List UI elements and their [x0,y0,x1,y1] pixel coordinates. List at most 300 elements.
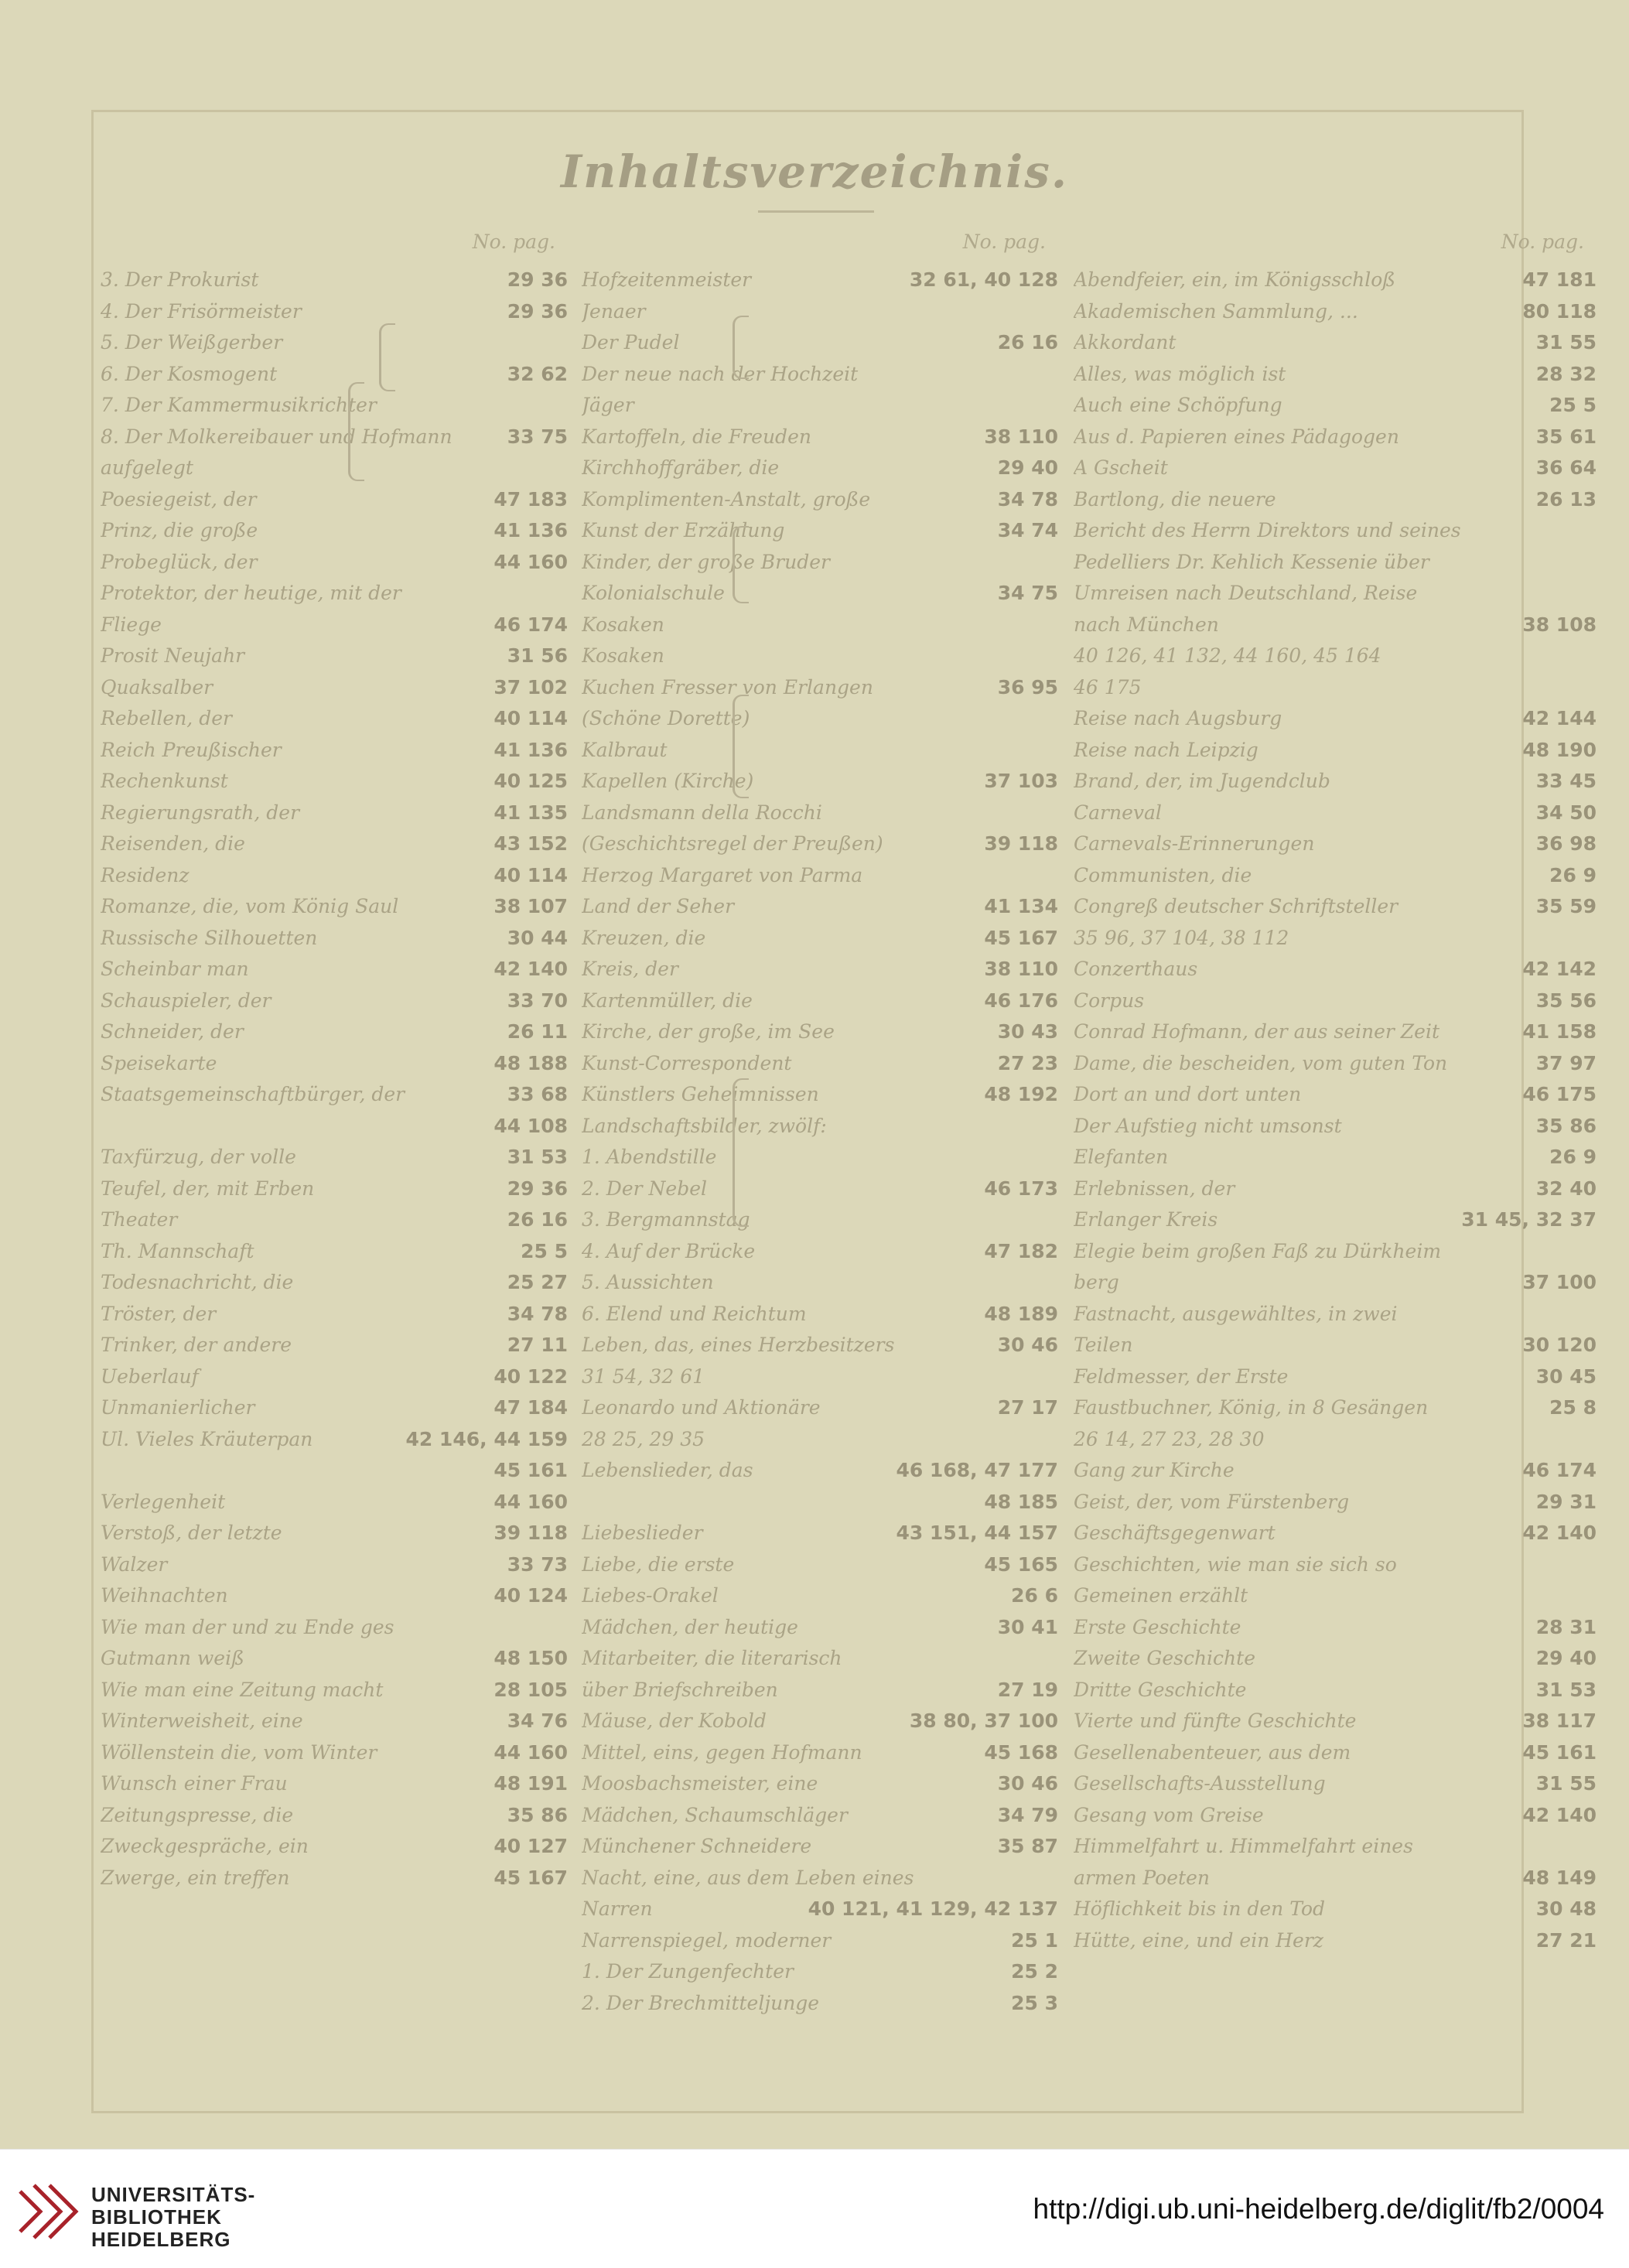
index-entry [101,359,579,390]
index-entry [1074,1455,1607,1486]
entry-label: Nacht, eine, aus dem Leben eines [582,1866,914,1889]
entry-page-number: 31 55 [1535,1772,1597,1795]
index-entry [582,1016,1069,1047]
entry-page-number: 25 1 [1011,1928,1058,1952]
entry-page-number: 34 50 [1535,801,1597,824]
entry-label: 31 54, 32 61 [582,1365,705,1388]
index-entry [101,1706,579,1737]
entry-page-number: 30 46 [997,1772,1058,1795]
brace [379,323,395,391]
entry-label: Carnevals-Erinnerungen [1074,832,1315,855]
entry-label: 5. Aussichten [582,1271,714,1293]
entry-page-number: 43 152 [493,832,568,855]
index-entry [101,766,579,797]
index-entry [1074,1330,1607,1361]
entry-label: 2. Der Brechmitteljunge [582,1991,820,2014]
entry-label: Wöllenstein die, vom Winter [101,1740,377,1764]
entry-page-number: 46 168, 47 177 [896,1459,1058,1481]
entry-label: Romanze, die, vom König Saul [101,895,399,917]
brace [348,382,364,481]
entry-page-number: 29 36 [507,299,568,323]
index-entry [1074,1204,1607,1235]
entry-page-number: 34 78 [997,487,1058,511]
index-entry [582,1737,1069,1768]
entry-label: Leben, das, eines Herzbesitzers [582,1334,895,1356]
entry-page-number: 42 140 [493,958,568,980]
entry-label: Scheinbar man [101,958,249,980]
entry-page-number: 36 64 [1535,456,1597,479]
viewer-footer [0,2149,1629,2268]
entry-label: Bartlong, die neuere [1074,487,1276,511]
entry-label: Rechenkunst [101,770,228,792]
entry-page-number: 38 107 [493,895,568,917]
index-entry [582,484,1069,515]
entry-label: Fastnacht, ausgewähltes, in zwei [1074,1302,1398,1325]
entry-label: Schauspieler, der [101,989,272,1012]
index-entry [582,453,1069,483]
index-entry [1074,1675,1607,1706]
index-entry [582,766,1069,797]
entry-page-number: 42 140 [1522,1803,1597,1826]
index-entry [1074,860,1607,891]
entry-label: Pedelliers Dr. Kehlich Kessenie über [1074,550,1429,573]
index-entry [582,1330,1069,1361]
index-entry [1074,547,1607,578]
index-entry [582,578,1069,609]
index-entry [101,1424,579,1455]
index-entry [101,1392,579,1423]
entry-label: Winterweisheit, eine [101,1710,303,1732]
index-entry [101,891,579,922]
entry-page-number: 29 40 [1535,1647,1597,1669]
brace [733,526,749,603]
entry-page-number: 46 173 [984,1177,1058,1200]
entry-page-number: 47 181 [1522,268,1597,291]
entry-page-number: 48 185 [984,1490,1058,1513]
entry-label: Kreis, der [582,958,678,980]
index-entry [582,1549,1069,1580]
entry-page-number: 33 68 [507,1083,568,1105]
entry-page-number: 44 160 [493,1490,568,1513]
index-entry [1074,1580,1607,1611]
entry-label: Quaksalber [101,675,213,699]
index-entry [101,1267,579,1298]
index-entry [1074,1737,1607,1768]
index-entry [101,1518,579,1549]
entry-label: Prinz, die große [101,519,258,541]
index-entry [101,860,579,891]
entry-page-number: 40 127 [493,1835,568,1857]
index-entry [1074,1299,1607,1330]
entry-page-number: 48 192 [984,1083,1058,1105]
entry-label: Kunst der Erzählung [582,519,785,541]
entry-page-number: 31 45, 32 37 [1461,1208,1597,1231]
entry-label: Todesnachricht, die [101,1271,294,1293]
index-entry [101,453,579,483]
index-entry [101,1580,579,1611]
entry-label: 8. Der Molkereibauer und Hofmann [101,425,452,448]
entry-page-number: 26 13 [1535,487,1597,511]
entry-label: 1. Der Zungenfechter [582,1960,794,1983]
index-entry [101,390,579,421]
entry-page-number: 35 86 [1535,1114,1597,1137]
index-entry [1074,1173,1607,1204]
index-entry [1074,1142,1607,1173]
index-entry [1074,1424,1607,1455]
entry-label: Probeglück, der [101,550,258,573]
entry-page-number: 42 144 [1522,707,1597,729]
entry-label: Reise nach Augsburg [1074,707,1282,729]
entry-label: Dort an und dort unten [1074,1083,1302,1105]
entry-page-number: 26 16 [507,1208,568,1231]
index-entry [582,1612,1069,1643]
entry-page-number: 27 21 [1535,1928,1597,1952]
entry-label: Teilen [1074,1334,1133,1356]
entry-label: Protektor, der heutige, mit der [101,582,401,604]
entry-page-number: 46 174 [493,613,568,636]
entry-page-number: 29 36 [507,1177,568,1200]
index-entry [582,1236,1069,1267]
index-entry [1074,484,1607,515]
entry-page-number: 27 11 [507,1334,568,1356]
entry-label: Kartoffeln, die Freuden [582,425,811,448]
entry-label: Rebellen, der [101,707,232,729]
entry-label: Kosaken [582,613,664,636]
entry-label: Abendfeier, ein, im Königsschloß [1074,268,1395,291]
index-entry [101,1549,579,1580]
entry-page-number: 37 103 [984,770,1058,792]
entry-page-number: 29 40 [997,456,1058,479]
entry-label: Poesiegeist, der [101,487,257,511]
entry-label: Der Aufstieg nicht umsonst [1074,1114,1342,1137]
entry-label: 1. Abendstille [582,1146,717,1168]
index-entry [582,1643,1069,1674]
entry-page-number: 40 114 [493,707,568,729]
entry-page-number: 38 110 [984,425,1058,448]
entry-page-number: 33 75 [507,425,568,448]
brace [733,695,749,798]
index-entry [1074,1768,1607,1799]
entry-label: Geschäftsgegenwart [1074,1522,1276,1544]
index-entry [582,1361,1069,1392]
document-url[interactable]: http://digi.ub.uni-heidelberg.de/diglit/fb2/0004 [1033,2193,1604,2225]
entry-label: Aus d. Papieren eines Pädagogen [1074,425,1399,448]
index-entry [1074,1894,1607,1925]
entry-label: Wie man eine Zeitung macht [101,1678,384,1701]
index-entry [582,1111,1069,1142]
entry-page-number: 34 74 [997,519,1058,541]
entry-label: Jäger [582,394,634,416]
index-entry [101,1863,579,1894]
index-entry [1074,735,1607,766]
entry-label: Congreß deutscher Schriftsteller [1074,895,1398,917]
entry-label: Kalbraut [582,738,668,761]
entry-label: Trinker, der andere [101,1334,292,1356]
entry-page-number: 45 168 [984,1740,1058,1764]
entry-page-number: 42 140 [1522,1522,1597,1544]
entry-page-number: 40 124 [493,1584,568,1607]
entry-label: 26 14, 27 23, 28 30 [1074,1427,1265,1450]
entry-label: Elegie beim großen Faß zu Dürkheim [1074,1239,1442,1262]
entry-label: Zeitungspresse, die [101,1803,294,1826]
library-line-1: UNIVERSITÄTS- [91,2183,256,2206]
index-entry [101,1173,579,1204]
index-entry [582,1267,1069,1298]
entry-label: Mäuse, der Kobold [582,1710,767,1732]
entry-page-number: 30 120 [1522,1334,1597,1356]
entry-page-number: 41 136 [493,519,568,541]
entry-label: Zwerge, ein treffen [101,1866,290,1889]
index-entry [101,547,579,578]
entry-page-number: 45 161 [493,1459,568,1481]
entry-label: Conrad Hofmann, der aus seiner Zeit [1074,1020,1439,1043]
entry-label: Dritte Geschichte [1074,1678,1247,1701]
entry-page-number: 31 56 [507,644,568,667]
entry-page-number: 46 175 [1522,1083,1597,1105]
entry-label: Russische Silhouetten [101,926,318,949]
entry-page-number: 47 182 [984,1239,1058,1262]
index-entry [101,1016,579,1047]
index-entry [101,640,579,671]
index-entry [1074,296,1607,327]
index-entry [1074,1487,1607,1518]
entry-page-number: 32 61, 40 128 [909,268,1058,291]
library-line-3: HEIDELBERG [91,2228,231,2251]
index-entry [1074,578,1607,609]
entry-label: Prosit Neujahr [101,644,245,667]
index-entry [582,828,1069,859]
entry-label: Walzer [101,1552,168,1576]
index-entry [582,265,1069,295]
entry-label: 3. Der Prokurist [101,268,259,291]
index-entry [582,547,1069,578]
entry-page-number: 40 114 [493,863,568,886]
entry-label: Bericht des Herrn Direktors und seines [1074,519,1461,541]
index-entry [1074,1706,1607,1737]
entry-label: 40 126, 41 132, 44 160, 45 164 [1074,644,1381,667]
university-library-logo-icon [17,2181,80,2244]
index-entry [582,1956,1069,1987]
entry-label: Brand, der, im Jugendclub [1074,770,1330,792]
entry-page-number: 31 55 [1535,331,1597,354]
index-entry [582,923,1069,954]
entry-page-number: 35 56 [1535,989,1597,1012]
index-entry [101,610,579,640]
entry-label: 28 25, 29 35 [582,1427,705,1450]
index-entry [582,1863,1069,1894]
entry-label: Erlanger Kreis [1074,1208,1218,1231]
index-entry [1074,327,1607,358]
entry-label: Kirchhoffgräber, die [582,456,780,479]
index-entry [101,1142,579,1173]
index-entry [101,265,579,295]
entry-label: Dame, die bescheiden, vom guten Ton [1074,1051,1448,1074]
index-entry [582,1299,1069,1330]
entry-page-number: 45 165 [984,1552,1058,1576]
entry-page-number: 28 32 [1535,362,1597,385]
index-entry [101,703,579,734]
entry-page-number: 33 45 [1535,770,1597,792]
index-entry [1074,672,1607,703]
entry-page-number: 33 70 [507,989,568,1012]
entry-label: Mädchen, Schaumschläger [582,1803,848,1826]
entry-label: Akademischen Sammlung, ... [1074,299,1358,323]
entry-label: Verstoß, der letzte [101,1522,282,1544]
entry-label: Kreuzen, die [582,926,706,949]
entry-page-number: 41 136 [493,738,568,761]
entry-page-number: 27 23 [997,1051,1058,1074]
index-entry [1074,891,1607,922]
entry-label: Erlebnissen, der [1074,1177,1235,1200]
index-entry [582,515,1069,546]
entry-page-number: 40 125 [493,770,568,792]
entry-label: Höflichkeit bis in den Tod [1074,1897,1326,1920]
entry-label: Conzerthaus [1074,958,1198,980]
entry-page-number: 40 122 [493,1365,568,1388]
entry-label: 3. Bergmannstag [582,1208,750,1231]
entry-page-number: 48 190 [1522,738,1597,761]
entry-page-number: 39 118 [493,1522,568,1544]
entry-page-number: 27 19 [997,1678,1058,1701]
entry-page-number: 46 174 [1522,1459,1597,1481]
index-entry [1074,1361,1607,1392]
index-column-middle [582,231,1069,2017]
entry-label: Liebes-Orakel [582,1584,719,1607]
entry-page-number: 43 151, 44 157 [896,1522,1058,1544]
entry-label: Komplimenten-Anstalt, große [582,487,871,511]
index-entry [582,1079,1069,1110]
entry-page-number: 26 11 [507,1020,568,1043]
index-entry [101,578,579,609]
entry-page-number: 35 59 [1535,895,1597,917]
index-entry [101,1455,579,1486]
entry-label: Leonardo und Aktionäre [582,1396,821,1419]
library-name [91,2184,255,2251]
entry-label: (Schöne Dorette) [582,707,750,729]
index-entry [101,1079,579,1110]
index-entry [582,1580,1069,1611]
entry-page-number: 37 102 [493,675,568,699]
entry-label: 4. Auf der Brücke [582,1239,756,1262]
entry-page-number: 45 167 [984,926,1058,949]
entry-page-number: 38 80, 37 100 [909,1710,1058,1732]
entry-label: Elefanten [1074,1146,1169,1168]
entry-label: 6. Der Kosmogent [101,362,278,385]
entry-label: Narrenspiegel, moderner [582,1928,832,1952]
entry-label: berg [1074,1271,1119,1293]
entry-label: Land der Seher [582,895,735,917]
index-entry [582,640,1069,671]
index-entry [582,1518,1069,1549]
entry-label: 46 175 [1074,675,1142,699]
index-entry [1074,703,1607,734]
entry-page-number: 25 8 [1549,1396,1597,1419]
entry-label: Kartenmüller, die [582,989,753,1012]
entry-label: Wunsch einer Frau [101,1772,288,1795]
entry-page-number: 28 31 [1535,1615,1597,1638]
index-entry [582,1925,1069,1956]
entry-page-number: 25 2 [1011,1960,1058,1983]
entry-page-number: 44 108 [493,1114,568,1137]
index-entry [582,798,1069,828]
entry-page-number: 30 45 [1535,1365,1597,1388]
index-entry [101,1643,579,1674]
entry-page-number: 80 118 [1522,299,1597,323]
entry-label: Reise nach Leipzig [1074,738,1258,761]
index-column-right [1074,231,1607,2017]
index-entry [582,1048,1069,1079]
entry-page-number: 33 73 [507,1552,568,1576]
entry-page-number: 48 189 [984,1302,1058,1325]
entry-label: Teufel, der, mit Erben [101,1177,315,1200]
entry-page-number: 36 95 [997,675,1058,699]
entry-label: Theater [101,1208,178,1231]
entry-page-number: 38 117 [1522,1710,1597,1732]
entry-label: Geist, der, vom Fürstenberg [1074,1490,1350,1513]
index-entry [101,1737,579,1768]
entry-label: Faustbuchner, König, in 8 Gesängen [1074,1396,1429,1419]
entry-page-number: 48 188 [493,1051,568,1074]
index-entry [582,1831,1069,1862]
entry-label: Mädchen, der heutige [582,1615,798,1638]
entry-page-number: 30 46 [997,1334,1058,1356]
entry-page-number: 25 3 [1011,1991,1058,2014]
entry-label: Gesellschafts-Ausstellung [1074,1772,1326,1795]
index-entry [101,296,579,327]
entry-page-number: 37 97 [1535,1051,1597,1074]
entry-page-number: 34 79 [997,1803,1058,1826]
index-entry [101,515,579,546]
entry-label: Vierte und fünfte Geschichte [1074,1710,1357,1732]
entry-page-number: 30 43 [997,1020,1058,1043]
entry-label: Münchener Schneidere [582,1835,812,1857]
index-entry [1074,1549,1607,1580]
index-entry [101,985,579,1016]
entry-label: Erste Geschichte [1074,1615,1241,1638]
entry-label: Himmelfahrt u. Himmelfahrt eines [1074,1835,1413,1857]
index-entry [582,735,1069,766]
entry-label: 6. Elend und Reichtum [582,1302,807,1325]
entry-page-number: 44 160 [493,1740,568,1764]
index-entry [101,1111,579,1142]
entry-label: Umreisen nach Deutschland, Reise [1074,582,1418,604]
index-entry [582,1173,1069,1204]
entry-label: Reisenden, die [101,832,245,855]
entry-page-number: 48 150 [493,1647,568,1669]
index-entry [101,735,579,766]
entry-label: 7. Der Kammermusikrichter [101,394,377,416]
entry-label: 5. Der Weißgerber [101,331,283,354]
index-entry [582,1204,1069,1235]
entry-page-number: 25 5 [1549,394,1597,416]
entry-label: Kolonialschule [582,582,725,604]
entry-label: Moosbachsmeister, eine [582,1772,818,1795]
entry-page-number: 44 160 [493,550,568,573]
entry-label: Auch eine Schöpfung [1074,394,1282,416]
index-entry [101,1236,579,1267]
entry-label: Corpus [1074,989,1145,1012]
brace [733,316,749,379]
entry-label: Taxfürzug, der volle [101,1146,296,1168]
index-entry [582,1487,1069,1518]
index-entry [1074,610,1607,640]
index-entry [1074,640,1607,671]
entry-label: Kosaken [582,644,664,667]
entry-page-number: 29 36 [507,268,568,291]
index-entry [1074,1016,1607,1047]
entry-page-number: 39 118 [984,832,1058,855]
entry-label: Speisekarte [101,1051,217,1074]
